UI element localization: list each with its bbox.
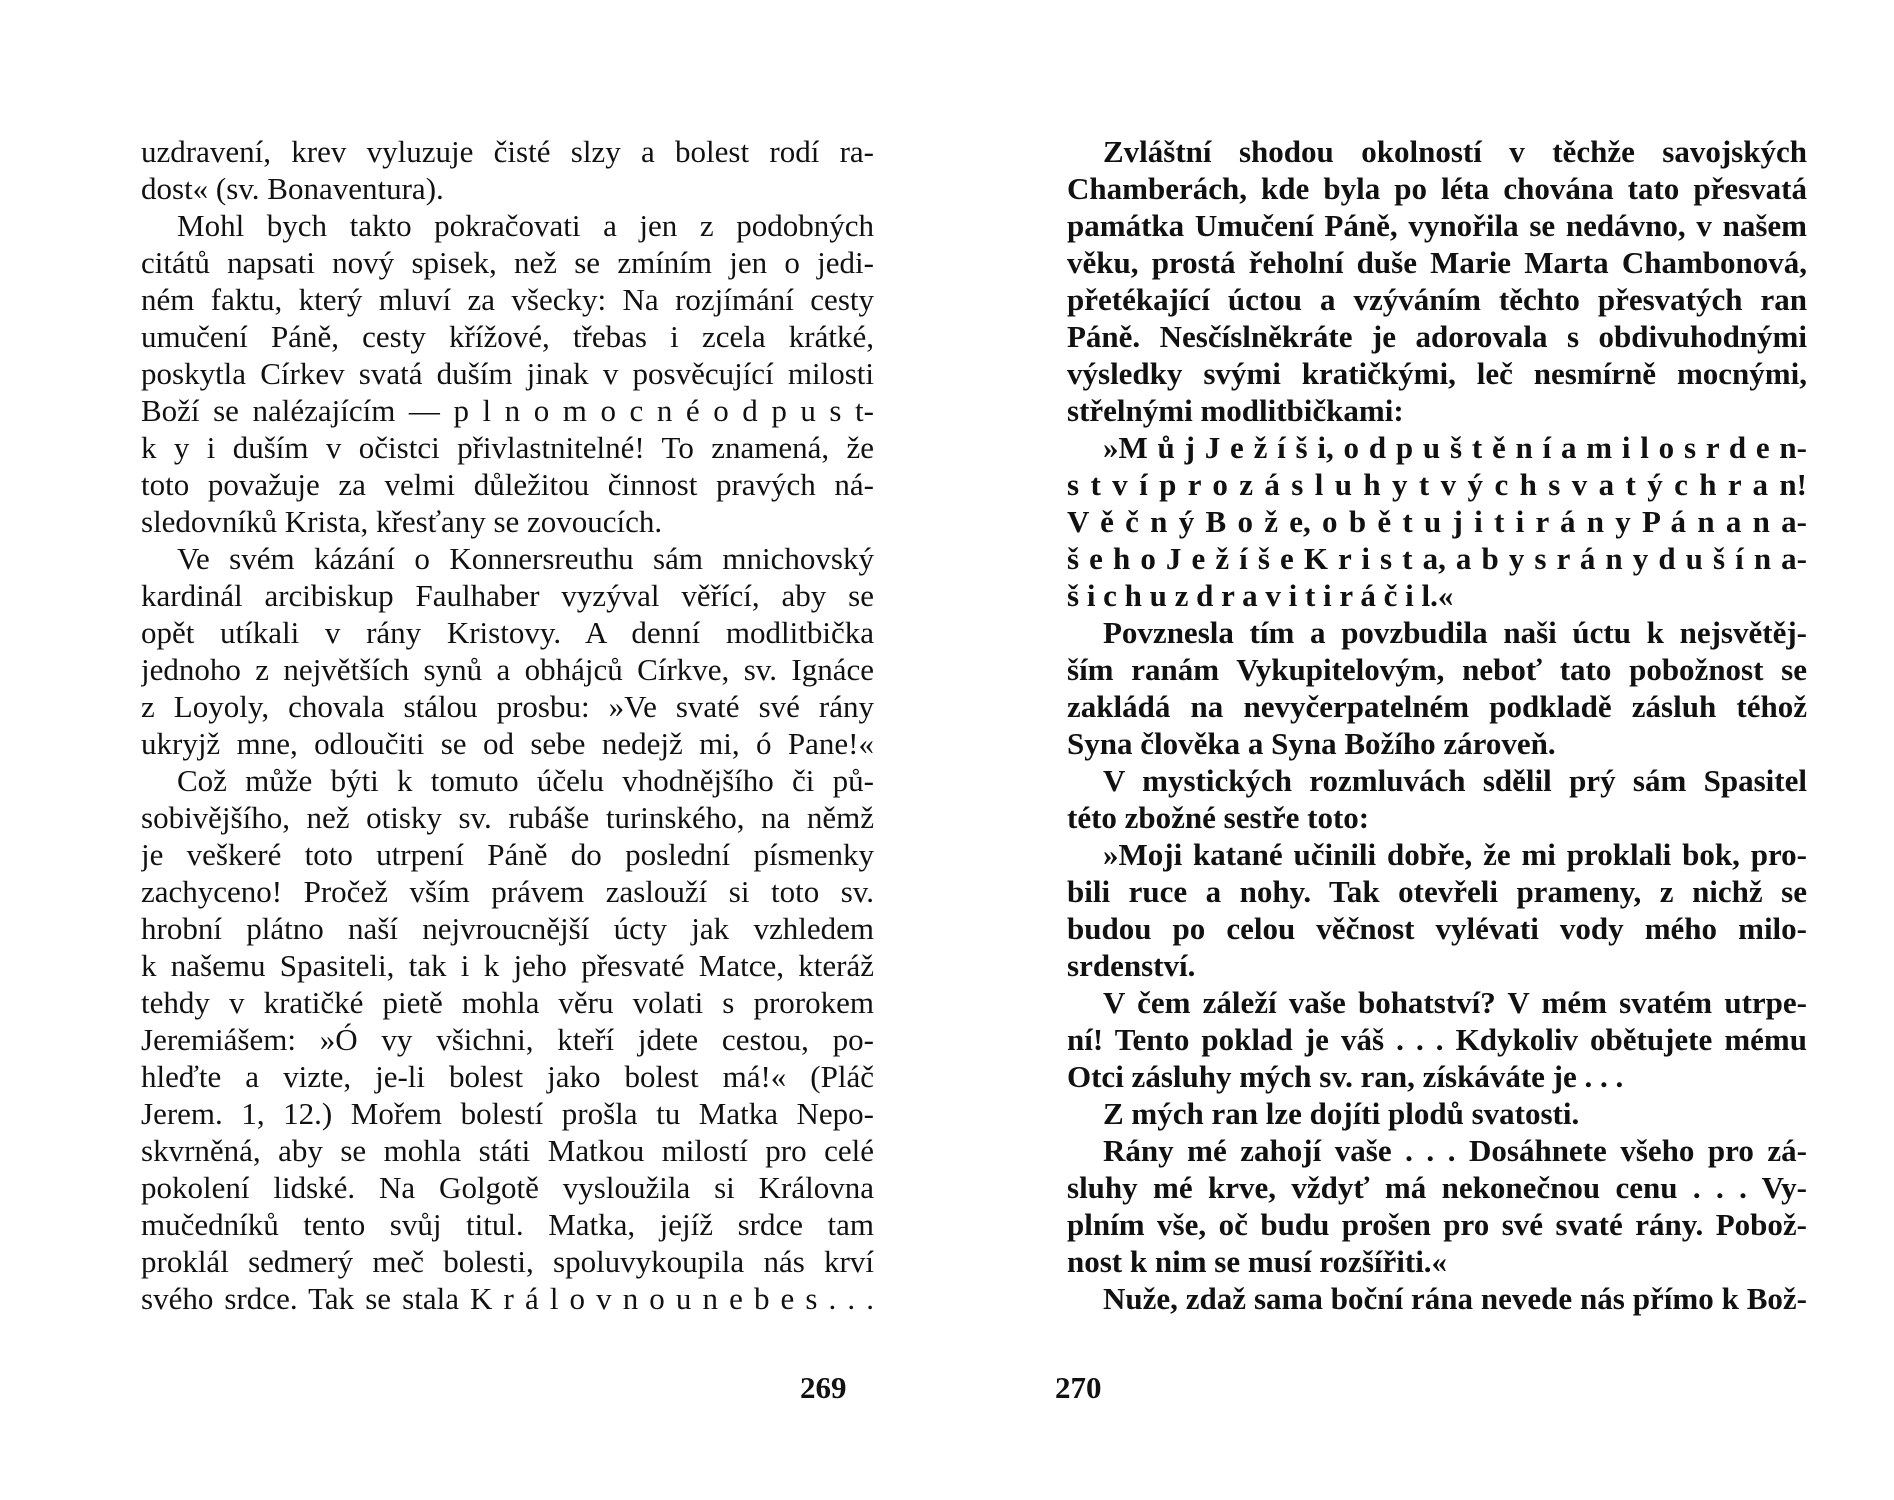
page-number: 270: [1055, 1370, 1102, 1405]
text-line: Mohl bych takto pokračovati a jen z podobných: [177, 208, 874, 243]
text-line: Jerem. 1, 12.) Mořem bolestí prošla tu Matka Nepo-: [141, 1096, 874, 1131]
text-line: Jeremiášem: »Ó vy všichni, kteří jdete cestou, po-: [141, 1022, 874, 1057]
text-line: s t v í p r o z á s l u h y t v ý c h s v a t ý c h r a n!: [1067, 467, 1807, 502]
text-line: kardinál arcibiskup Faulhaber vyzýval věřící, aby se: [141, 578, 874, 613]
text-line: plním vše, oč budu prošen pro své svaté rány. Pobož-: [1067, 1207, 1807, 1242]
left-page-text: [141, 133, 874, 1317]
right-page: [947, 0, 1894, 1500]
text-line: ní! Tento poklad je váš . . . Kdykoliv obětujete mému: [1067, 1022, 1807, 1057]
text-line: toto považuje za velmi důležitou činnost pravých ná-: [141, 467, 874, 502]
text-line: je veškeré toto utrpení Páně do poslední písmenky: [141, 837, 874, 872]
text-line: střelnými modlitbičkami:: [1067, 393, 1404, 428]
text-line: umučení Páně, cesty křížové, třebas i zcela krátké,: [141, 319, 874, 354]
text-line: š i c h u z d r a v i t i r á č i l.«: [1067, 578, 1454, 613]
text-line: Boží se nalézajícím — p l n o m o c n é o d p u s t-: [141, 393, 874, 428]
text-line: památka Umučení Páně, vynořila se nedávno, v našem: [1067, 208, 1807, 243]
text-line: této zbožné sestře toto:: [1067, 800, 1370, 835]
text-line: dost« (sv. Bonaventura).: [141, 171, 444, 206]
right-page-text: [1067, 133, 1807, 1317]
text-line: š e h o J e ž í š e K r i s t a, a b y s r á n y d u š í n a-: [1067, 541, 1807, 576]
text-line: k našemu Spasiteli, tak i k jeho přesvaté Matce, kteráž: [141, 948, 874, 983]
text-line: »Moji katané učinili dobře, že mi proklali bok, pro-: [1103, 837, 1807, 872]
text-line: uzdravení, krev vyluzuje čisté slzy a bolest rodí ra-: [141, 134, 874, 169]
text-line: nost k nim se musí rozšířiti.«: [1067, 1244, 1448, 1279]
text-line: poskytla Církev svatá duším jinak v posvěcující milosti: [141, 356, 874, 391]
text-line: Rány mé zahojí vaše . . . Dosáhnete všeho pro zá-: [1103, 1133, 1807, 1168]
text-line: zachyceno! Pročež vším právem zaslouží si toto sv.: [141, 874, 874, 909]
text-line: Což může býti k tomuto účelu vhodnějšího či pů-: [177, 763, 874, 798]
text-line: proklál sedmerý meč bolesti, spoluvykoupila nás krví: [141, 1244, 874, 1279]
text-line: svého srdce. Tak se stala K r á l o v n o u n e b e s . . .: [141, 1281, 874, 1316]
text-line: Otci zásluhy mých sv. ran, získáváte je . . .: [1067, 1059, 1624, 1094]
text-line: bili ruce a nohy. Tak otevřeli prameny, z nichž se: [1067, 874, 1807, 909]
text-line: ném faktu, který mluví za všecky: Na rozjímání cesty: [141, 282, 874, 317]
text-line: srdenství.: [1067, 948, 1196, 983]
text-line: citátů napsati nový spisek, než se zmíním jen o jedi-: [141, 245, 874, 280]
text-line: V čem záleží vaše bohatství? V mém svatém utrpe-: [1103, 985, 1807, 1020]
text-line: jednoho z největších synů a obhájců Církve, sv. Ignáce: [141, 652, 874, 687]
text-line: ším ranám Vykupitelovým, neboť tato pobožnost se: [1067, 652, 1807, 687]
text-line: hrobní plátno naší nejvroucnější úcty jak vzhledem: [141, 911, 874, 946]
text-line: mučedníků tento svůj titul. Matka, jejíž srdce tam: [141, 1207, 874, 1242]
text-line: výsledky svými kratičkými, leč nesmírně mocnými,: [1067, 356, 1807, 391]
text-line: opět utíkali v rány Kristovy. A denní modlitbička: [141, 615, 874, 650]
text-line: sobivějšího, než otisky sv. rubáše turinského, na němž: [141, 800, 874, 835]
text-line: hleďte a vizte, je-li bolest jako bolest má!« (Pláč: [141, 1059, 874, 1094]
text-line: Ve svém kázání o Konnersreuthu sám mnichovský: [177, 541, 874, 576]
text-line: Páně. Nesčíslněkráte je adorovala s obdivuhodnými: [1067, 319, 1807, 354]
text-line: Z mých ran lze dojíti plodů svatosti.: [1103, 1096, 1580, 1131]
text-line: sledovníků Krista, křesťany se zovoucích.: [141, 504, 663, 539]
text-line: zakládá na nevyčerpatelném podkladě zásluh téhož: [1067, 689, 1807, 724]
text-line: Povznesla tím a povzbudila naši úctu k nejsvětěj-: [1103, 615, 1807, 650]
text-line: V mystických rozmluvách sdělil prý sám Spasitel: [1103, 763, 1807, 798]
text-line: z Loyoly, chovala stálou prosbu: »Ve svaté své rány: [141, 689, 874, 724]
text-line: skvrněná, aby se mohla státi Matkou milostí pro celé: [141, 1133, 874, 1168]
text-line: budou po celou věčnost vylévati vody mého milo-: [1067, 911, 1807, 946]
text-line: pokolení lidské. Na Golgotě vysloužila si Královna: [141, 1170, 874, 1205]
text-line: věku, prostá řeholní duše Marie Marta Chambonová,: [1067, 245, 1807, 280]
text-line: tehdy v kratičké pietě mohla věru volati s prorokem: [141, 985, 874, 1020]
text-line: Zvláštní shodou okolností v těchže savojských: [1103, 134, 1807, 169]
text-line: V ě č n ý B o ž e, o b ě t u j i t i r á n y P á n a n a-: [1067, 504, 1807, 539]
text-line: »M ů j J e ž í š i, o d p u š t ě n í a m i l o s r d e n-: [1103, 430, 1807, 465]
text-line: Nuže, zdaž sama boční rána nevede nás přímo k Bož-: [1103, 1281, 1807, 1316]
text-line: k y i duším v očistci přivlastnitelné! To znamená, že: [141, 430, 874, 465]
text-line: sluhy mé krve, vždyť má nekonečnou cenu . . . Vy-: [1067, 1170, 1807, 1205]
text-line: ukryjž mne, odloučiti se od sebe nedejž mi, ó Pane!«: [141, 726, 874, 761]
text-line: přetékající úctou a vzýváním těchto přesvatých ran: [1067, 282, 1807, 317]
text-line: Syna člověka a Syna Božího zároveň.: [1067, 726, 1556, 761]
page-number: 269: [800, 1370, 847, 1405]
text-line: Chamberách, kde byla po léta chována tato přesvatá: [1067, 171, 1807, 206]
